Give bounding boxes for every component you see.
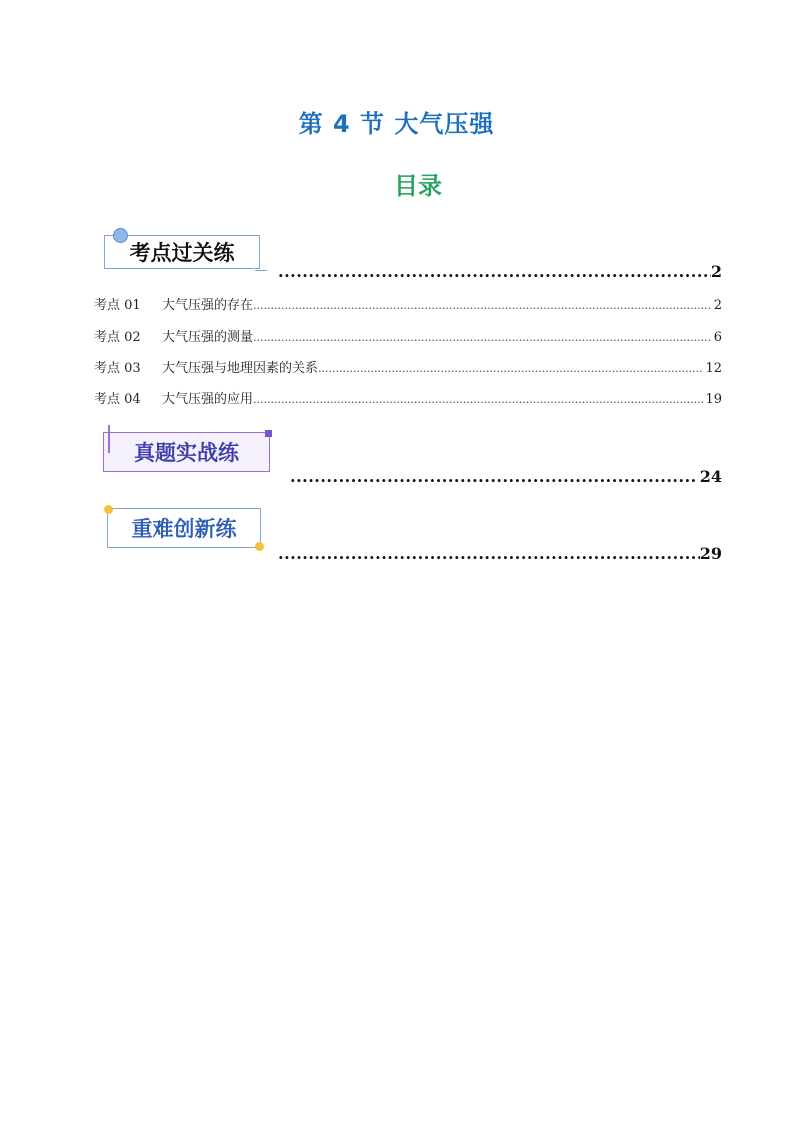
dot-leader [278,262,711,281]
line-decoration [108,425,110,453]
item-name: 大气压强的测量 [162,330,254,345]
dot-leader [253,299,712,312]
section-badge-zhenti[interactable] [103,432,270,472]
item-name: 大气压强与地理因素的关系 [162,361,319,376]
section-badge-kaodian[interactable] [104,235,260,269]
toc-heading: 目录 [394,172,442,200]
section-label: 考点过关练 [129,241,235,265]
item-page-number: 12 [705,361,722,376]
item-page-number: 19 [705,392,722,407]
circle-decoration-icon [113,228,128,243]
toc-item[interactable] [94,326,722,345]
item-page-number: 6 [713,330,722,345]
toc-item[interactable] [94,357,722,376]
dot-leader [253,331,712,344]
circle-decoration-icon [255,542,264,551]
section-badge-zhongnan[interactable] [107,508,261,548]
page-title: 第 4 节 大气压强 [298,110,495,138]
item-code: 考点 04 [94,392,141,407]
item-code: 考点 03 [94,361,141,376]
item-name: 大气压强的存在 [162,298,254,313]
toc-section-entry-1[interactable] [278,262,722,281]
section-label: 重难创新练 [131,517,237,541]
toc-section-entry-3[interactable] [278,544,722,563]
toc-item[interactable] [94,388,722,407]
dot-leader [278,544,700,563]
toc-item[interactable] [94,294,722,313]
dot-leader [318,362,703,375]
section-page-number: 24 [699,467,722,486]
section-label: 真题实战练 [134,441,239,465]
item-page-number: 2 [713,298,722,313]
item-name: 大气压强的应用 [162,392,254,407]
badge-tail-decoration [255,270,267,272]
dot-leader [253,393,703,406]
section-page-number: 29 [699,544,722,563]
square-decoration-icon [265,430,272,437]
toc-section-entry-2[interactable] [290,467,722,486]
dot-leader [290,467,696,486]
section-page-number: 2 [710,262,722,281]
item-code: 考点 01 [94,298,141,313]
circle-decoration-icon [104,505,113,514]
item-code: 考点 02 [94,330,141,345]
